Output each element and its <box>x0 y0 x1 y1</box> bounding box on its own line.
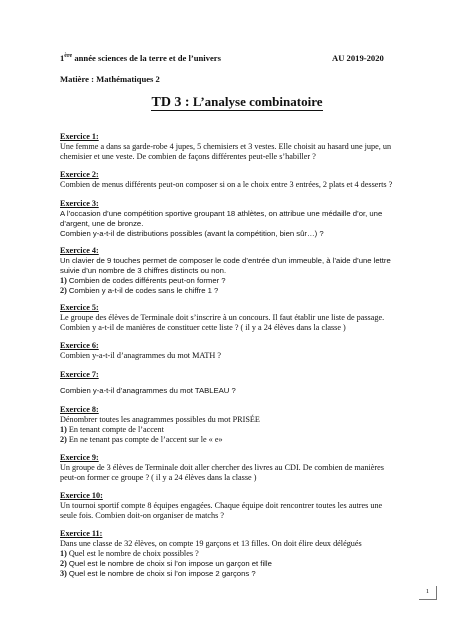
exercise-question <box>60 276 420 286</box>
subject-label: Matière : Mathématiques 2 <box>60 74 160 84</box>
exercise-2 <box>60 170 420 190</box>
question-number: 1) <box>60 276 67 285</box>
exercise-line: Dénombrer toutes les anagrammes possibles du mot PRISÉE <box>60 415 260 424</box>
exercise-title: Exercice 9: <box>60 453 99 462</box>
exercise-question <box>60 435 420 445</box>
exercise-line: Combien y-a-t-il d’anagrammes du mot TABLEAU ? <box>60 386 236 395</box>
exercise-line: Combien de menus différents peut-on composer si on a le choix entre 3 entrées, 2 plats et 4 desserts ? <box>60 180 393 189</box>
question-text: Quel est le nombre de choix possibles ? <box>68 549 199 558</box>
question-text: En tenant compte de l’accent <box>68 425 164 434</box>
exercise-5 <box>60 303 420 333</box>
question-text: Combien de codes différents peut-on former ? <box>68 276 226 285</box>
exercise-title: Exercice 7: <box>60 370 99 379</box>
level-number: 1 <box>60 53 65 63</box>
question-text: Quel est le nombre de choix si l’on impose un garçon et fille <box>68 559 272 568</box>
exercise-line: Combien y a-t-il de manières de constituer cette liste ? ( il y a 24 élèves dans la classe ) <box>60 323 346 332</box>
page-title <box>151 95 322 111</box>
exercise-title: Exercice 10: <box>60 491 103 500</box>
exercise-line: Un tournoi sportif compte 8 équipes engagées. Chaque équipe doit rencontrer toutes les autres une <box>60 501 383 510</box>
exercise-line: Dans une classe de 32 élèves, on compte 19 garçons et 13 filles. On doit élire deux délégués <box>60 539 362 548</box>
exercise-title: Exercice 6: <box>60 341 99 350</box>
exercise-line: Un groupe de 3 élèves de Terminale doit aller chercher des livres au CDI. De combien de manières <box>60 463 384 472</box>
header-program <box>60 53 221 63</box>
exercise-question <box>60 559 420 569</box>
td-topic: L’analyse combinatoire <box>189 94 323 109</box>
exercise-1 <box>60 132 420 162</box>
exercise-8 <box>60 405 420 445</box>
level-sup: ère <box>64 53 73 60</box>
exercise-6 <box>60 341 420 361</box>
exercise-line: d’argent, une de bronze. <box>60 219 144 228</box>
td-number: TD 3 : <box>151 95 190 110</box>
exercise-line: chemisier et une veste. De combien de façons différentes peut-elle s’habiller ? <box>60 152 316 161</box>
question-number: 2) <box>60 435 67 444</box>
title-box <box>0 93 474 111</box>
question-number: 2) <box>60 559 67 568</box>
question-text: Combien y a-t-il de codes sans le chiffre 1 ? <box>68 286 219 295</box>
question-number: 3) <box>60 569 67 578</box>
page-number: 1 <box>419 586 437 600</box>
program-label: année sciences de la terre et de l’univers <box>72 53 221 63</box>
exercise-9 <box>60 453 420 483</box>
question-number: 1) <box>60 425 67 434</box>
exercise-question <box>60 286 420 296</box>
exercise-question <box>60 549 420 559</box>
exercise-title: Exercice 2: <box>60 170 99 179</box>
exercise-3 <box>60 199 420 239</box>
exercise-line: Combien y-a-t-il d’anagrammes du mot MATH ? <box>60 351 221 360</box>
exercise-title: Exercice 11: <box>60 529 103 538</box>
exercise-title: Exercice 5: <box>60 303 99 312</box>
exercise-11 <box>60 529 420 579</box>
exercise-question <box>60 425 420 435</box>
exercise-4 <box>60 246 420 296</box>
question-number: 2) <box>60 286 67 295</box>
exercise-title: Exercice 4: <box>60 246 99 255</box>
exercise-question <box>60 569 420 579</box>
exercise-line: suivie d’un nombre de 3 chiffres distincts ou non. <box>60 266 227 275</box>
exercise-line: seule fois. Combien doit-on organiser de matchs ? <box>60 511 225 520</box>
question-number: 1) <box>60 549 67 558</box>
exercise-line: Le groupe des élèves de Terminale doit s’inscrire à un concours. Il faut établir une liste de passage. <box>60 313 385 322</box>
question-text: Quel est le nombre de choix si l’on impose 2 garçons ? <box>68 569 256 578</box>
question-text: En ne tenant pas compte de l’accent sur le « e» <box>68 435 223 444</box>
exercise-7 <box>60 370 420 396</box>
exercise-line: Combien y-a-t-il de distributions possibles (avant la compétition, bien sûr…) ? <box>60 229 324 238</box>
exercise-line: peut-on former ce groupe ? ( il y a 24 élèves dans la classe ) <box>60 473 257 482</box>
exercise-line: Un clavier de 9 touches permet de composer le code d’entrée d’un immeuble, à l’aide d’une lettre <box>60 256 391 265</box>
exercise-10 <box>60 491 420 521</box>
exercise-title: Exercice 3: <box>60 199 99 208</box>
exercise-line: Une femme a dans sa garde-robe 4 jupes, 5 chemisiers et 3 vestes. Elle choisit au hasard une jupe, un <box>60 142 392 151</box>
exercise-line: A l’occasion d’une compétition sportive groupant 18 athlètes, on attribue une médaille d’or, une <box>60 209 383 218</box>
exercise-title: Exercice 8: <box>60 405 99 414</box>
academic-year: AU 2019-2020 <box>332 53 384 63</box>
exercise-title: Exercice 1: <box>60 132 99 141</box>
